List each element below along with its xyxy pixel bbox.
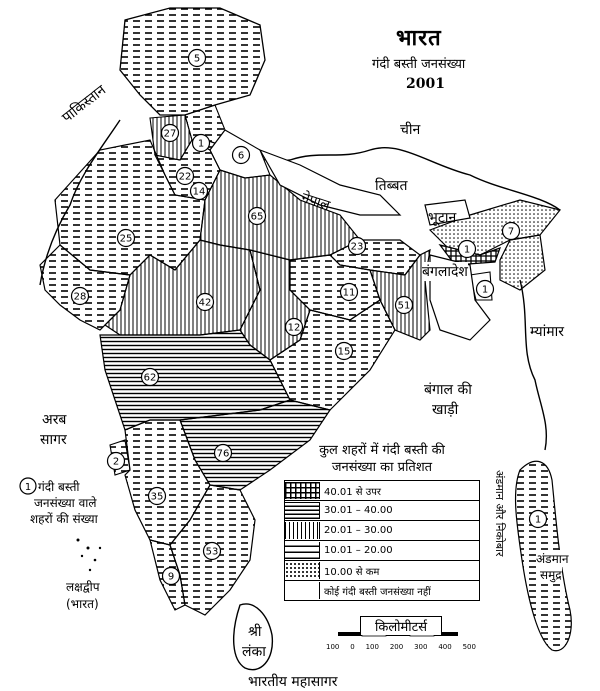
city-count-value: 65 [250, 211, 264, 223]
legend-title-line2: जनसंख्या का प्रतिशत [331, 460, 433, 475]
label-lakshadweep-2: (भारत) [66, 597, 99, 611]
legend-label: 30.01 – 40.00 [324, 505, 393, 516]
city-count-jharkhand [341, 284, 358, 301]
city-count-value: 11 [342, 287, 356, 299]
label-bay-of-bengal-2: खाड़ी [432, 402, 459, 418]
legend-label: 10.01 – 20.00 [324, 545, 393, 556]
city-count-value: 5 [193, 53, 201, 65]
city-count-value: 42 [198, 297, 212, 309]
label-tibet: तिब्बत [375, 178, 408, 194]
city-count-value: 76 [216, 448, 230, 460]
legend-swatch-vlines [285, 522, 320, 539]
map-year: 2001 [406, 76, 445, 92]
city-count-madhya-pradesh [197, 294, 214, 311]
city-count-value: 9 [167, 571, 175, 583]
city-count-rajasthan [118, 230, 135, 247]
label-andaman-1: अंडमान [536, 552, 569, 566]
legend-title-line1: कुल शहरों में गंदी बस्ती की [319, 443, 445, 458]
city-count-assam [503, 223, 520, 240]
label-srilanka-1: श्री [248, 624, 262, 640]
map-subtitle: गंदी बस्ती जनसंख्या [372, 57, 466, 72]
label-pakistan: पाकिस्तान [59, 82, 110, 127]
city-count-gujarat [72, 288, 89, 305]
city-count-value: 2 [112, 456, 120, 468]
legend-item [284, 480, 480, 501]
label-indian-ocean: भारतीय महासागर [248, 674, 338, 690]
city-count-kerala [163, 568, 180, 585]
label-bhutan: भूटान [428, 210, 457, 226]
city-count-uttaranchal [233, 147, 250, 164]
legend [284, 440, 480, 601]
legend-swatch-hdense [285, 502, 320, 519]
label-china: चीन [400, 122, 421, 138]
city-count-value: 1 [197, 138, 205, 150]
label-bay-of-bengal-1: बंगाल की [424, 382, 472, 398]
city-key-line1: गंदी बस्ती [38, 480, 80, 494]
city-count-jammu-kashmir [189, 50, 206, 67]
label-lakshadweep-1: लक्षद्वीप [66, 580, 100, 594]
city-count-delhi [191, 183, 208, 200]
city-key-number: 1 [24, 482, 32, 493]
legend-label: 20.01 – 30.00 [324, 525, 393, 536]
city-count-uttar-pradesh [249, 208, 266, 225]
city-count-value: 22 [178, 171, 192, 183]
city-count-meghalaya [459, 241, 476, 258]
city-count-value: 35 [150, 491, 164, 503]
label-nepal: नेपाल [299, 189, 332, 215]
legend-item [284, 541, 480, 561]
legend-item [284, 561, 480, 581]
legend-swatch-none [285, 582, 320, 599]
scale-tick-label: 100 [326, 643, 340, 651]
city-count-goa [108, 453, 125, 470]
label-arabian-sea-1: अरब [42, 412, 67, 428]
city-count-andaman [530, 511, 547, 528]
city-count-chhattisgarh [286, 319, 303, 336]
label-bangladesh: बंगलादेश [422, 264, 468, 280]
city-count-value: 15 [337, 346, 351, 358]
label-andaman-vertical: अंडमान और निकोबार [493, 470, 506, 557]
city-count-value: 28 [73, 291, 87, 303]
legend-item [284, 501, 480, 521]
city-count-bihar [349, 238, 366, 255]
scale-title: किलोमीटर्स [360, 616, 442, 635]
city-key-line3: शहरों की संख्या [30, 512, 98, 526]
legend-swatch-dots [285, 562, 320, 579]
city-count-punjab [162, 125, 179, 142]
scale-ticks [326, 643, 476, 651]
legend-swatch-dashes [285, 542, 320, 559]
city-count-value: 12 [287, 322, 301, 334]
label-srilanka-2: लंका [242, 644, 266, 660]
city-count-value: 25 [119, 233, 133, 245]
city-count-haryana [177, 168, 194, 185]
lakshadweep-islands [77, 539, 102, 572]
city-count-karnataka [149, 488, 166, 505]
city-count-value: 6 [237, 150, 245, 162]
region-ne-east [500, 235, 545, 290]
city-count-value: 14 [192, 186, 206, 198]
scale [326, 616, 476, 651]
label-andaman-2: समुद्र [540, 568, 562, 582]
legend-item [284, 581, 480, 601]
legend-label: कोई गंदी बस्ती जनसंख्या नहीं [324, 586, 431, 598]
city-count-west-bengal [396, 297, 413, 314]
city-count-value: 51 [397, 300, 411, 312]
scale-tick-label: 200 [389, 643, 404, 651]
city-key-marker [20, 478, 36, 494]
legend-rows [284, 480, 480, 601]
label-myanmar: म्यांमार [530, 324, 565, 340]
city-count-value: 53 [205, 546, 219, 558]
city-count-andhra-pradesh [215, 445, 232, 462]
legend-label: 10.00 से कम [324, 566, 380, 578]
city-key-line2: जनसंख्या वाले [34, 496, 97, 510]
map-title: भारत [396, 26, 442, 51]
legend-label: 40.01 से उपर [324, 486, 381, 498]
city-count-value: 27 [163, 128, 177, 140]
legend-title [284, 440, 480, 480]
city-count-value: 1 [481, 284, 489, 296]
scale-tick-label: 300 [414, 643, 428, 651]
legend-swatch-grid [285, 482, 320, 499]
city-count-value: 7 [507, 226, 515, 238]
city-count-himachal [193, 135, 210, 152]
city-count-tamil-nadu [204, 543, 221, 560]
city-count-value: 62 [143, 372, 157, 384]
myanmar-coast [520, 280, 546, 450]
legend-item [284, 521, 480, 541]
city-count-maharashtra [142, 369, 159, 386]
scale-tick-label: 400 [438, 643, 452, 651]
scale-tick-label: 100 [365, 643, 379, 651]
city-count-value: 1 [534, 514, 542, 526]
label-arabian-sea-2: सागर [40, 432, 67, 448]
city-count-value: 1 [463, 244, 471, 256]
city-count-orissa [336, 343, 353, 360]
scale-tick-label: 500 [462, 643, 476, 651]
scale-tick-label: 0 [350, 643, 355, 651]
city-count-value: 23 [350, 241, 364, 253]
city-count-tripura [477, 281, 494, 298]
